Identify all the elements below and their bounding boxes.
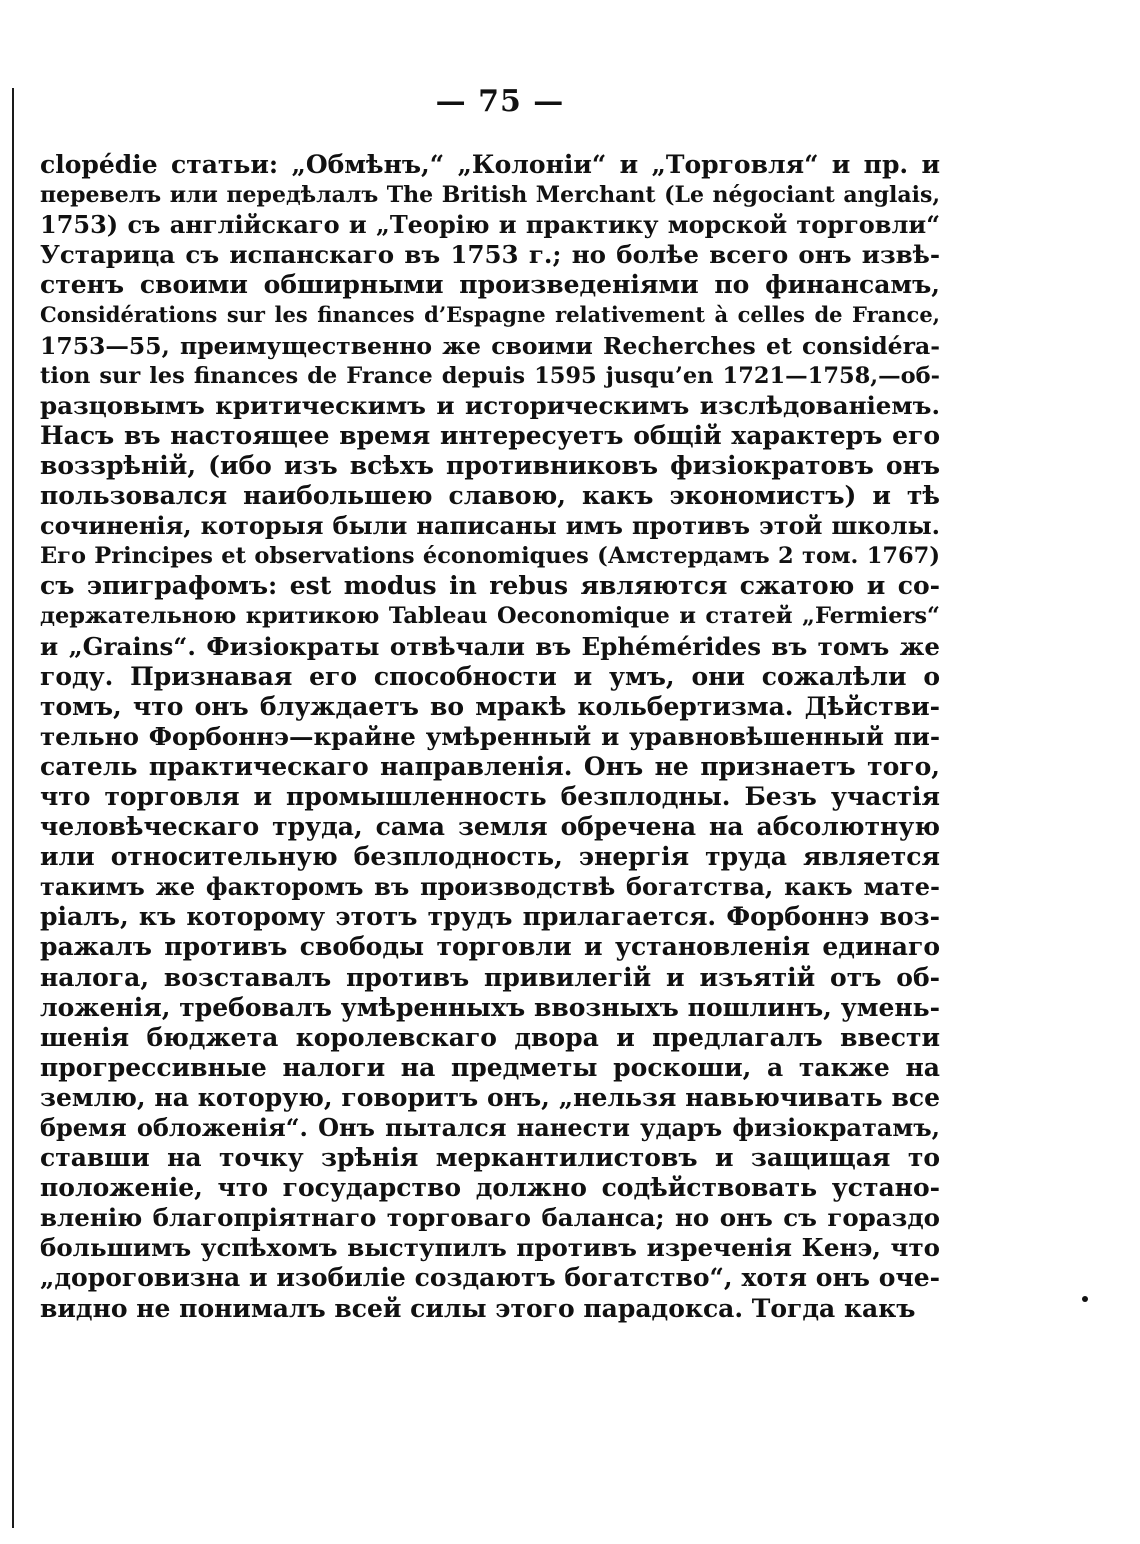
page-edge-line (12, 88, 14, 1528)
text-line: положеніе, что государство должно содѣйствовать устано- (40, 1173, 940, 1203)
text-line: вленію благопріятнаго торговаго баланса; но онъ съ гораздо (40, 1203, 940, 1233)
text-line: Considérations sur les finances d’Espagne relativement à celles de France, (40, 302, 940, 328)
text-line: ложенія, требовалъ умѣренныхъ ввозныхъ пошлинъ, умень- (40, 992, 940, 1022)
body-text (40, 150, 940, 1324)
text-line: Насъ въ настоящее время интересуетъ общій характеръ его (40, 420, 940, 450)
ink-speck (1082, 1296, 1088, 1302)
text-line: clopédie статьи: „Обмѣнъ,“ „Колоніи“ и „Торговля“ и пр. и (40, 150, 940, 179)
text-line: или относительную безплодность, энергія труда является (40, 842, 940, 872)
text-line: шенія бюджета королевскаго двора и предлагалъ ввести (40, 1022, 940, 1052)
page-number: — 75 — (435, 84, 565, 119)
text-line: томъ, что онъ блуждаетъ во мракѣ кольбертизма. Дѣйстви- (40, 691, 940, 721)
text-line: ражалъ противъ свободы торговли и установленія единаго (40, 932, 940, 962)
text-line: тельно Форбоннэ—крайне умѣренный и уравновѣшенный пи- (40, 721, 940, 751)
text-line: землю, на которую, говоритъ онъ, „нельзя навьючивать все (40, 1082, 940, 1112)
text-line: и „Grains“. Физіократы отвѣчали въ Ephémérides въ томъ же (40, 631, 940, 661)
text-line: съ эпиграфомъ: est modus in rebus являются сжатою и со- (40, 571, 940, 601)
text-line: что торговля и промышленность безплодны. Безъ участія (40, 781, 940, 811)
text-line: большимъ успѣхомъ выступилъ противъ изреченія Кенэ, что (40, 1233, 940, 1263)
text-line: налога, возставалъ противъ привилегій и изъятій отъ об- (40, 962, 940, 992)
text-line: воззрѣній, (ибо изъ всѣхъ противниковъ физіократовъ онъ (40, 450, 940, 480)
text-line: Устарица съ испанскаго въ 1753 г.; но болѣе всего онъ извѣ- (40, 240, 940, 270)
text-line: человѣческаго труда, сама земля обречена на абсолютную (40, 812, 940, 842)
text-line: „дороговизна и изобиліе создаютъ богатство“, хотя онъ оче- (40, 1263, 940, 1293)
text-line: 1753—55, преимущественно же своими Recherches et considéra- (40, 331, 940, 360)
text-line: пользовался наибольшею славою, какъ экономистъ) и тѣ (40, 481, 940, 511)
text-line: бремя обложенія“. Онъ пытался нанести ударъ физіократамъ, (40, 1113, 940, 1142)
text-line: видно не понималъ всей силы этого парадокса. Тогда какъ (40, 1293, 916, 1323)
text-line: прогрессивные налоги на предметы роскоши, а также на (40, 1052, 940, 1082)
text-line: сатель практическаго направленія. Онъ не признаетъ того, (40, 751, 940, 781)
text-line: перевелъ или передѣлалъ The British Merchant (Le négociant anglais, (40, 182, 940, 209)
text-line: Его Principes et observations économiques (Амстердамъ 2 том. 1767) (40, 543, 940, 570)
text-line: ріалъ, къ которому этотъ трудъ прилагается. Форбоннэ воз- (40, 902, 940, 932)
text-line: tion sur les finances de France depuis 1595 jusqu’en 1721—1758,—об- (40, 362, 940, 389)
text-line: сочиненія, которыя были написаны имъ противъ этой школы. (40, 511, 940, 541)
text-line: 1753) съ англійскаго и „Теорію и практику морской торговли“ (40, 210, 940, 240)
text-line: стенъ своими обширными произведеніями по финансамъ, (40, 270, 940, 300)
text-line: разцовымъ критическимъ и историческимъ изслѣдованіемъ. (40, 390, 940, 420)
text-line: держательною критикою Tableau Oeconomique и статей „Fermiers“ (40, 603, 940, 630)
text-line: такимъ же факторомъ въ производствѣ богатства, какъ мате- (40, 872, 940, 902)
text-line: году. Признавая его способности и умъ, они сожалѣли о (40, 661, 940, 691)
text-line: ставши на точку зрѣнія меркантилистовъ и защищая то (40, 1143, 940, 1173)
